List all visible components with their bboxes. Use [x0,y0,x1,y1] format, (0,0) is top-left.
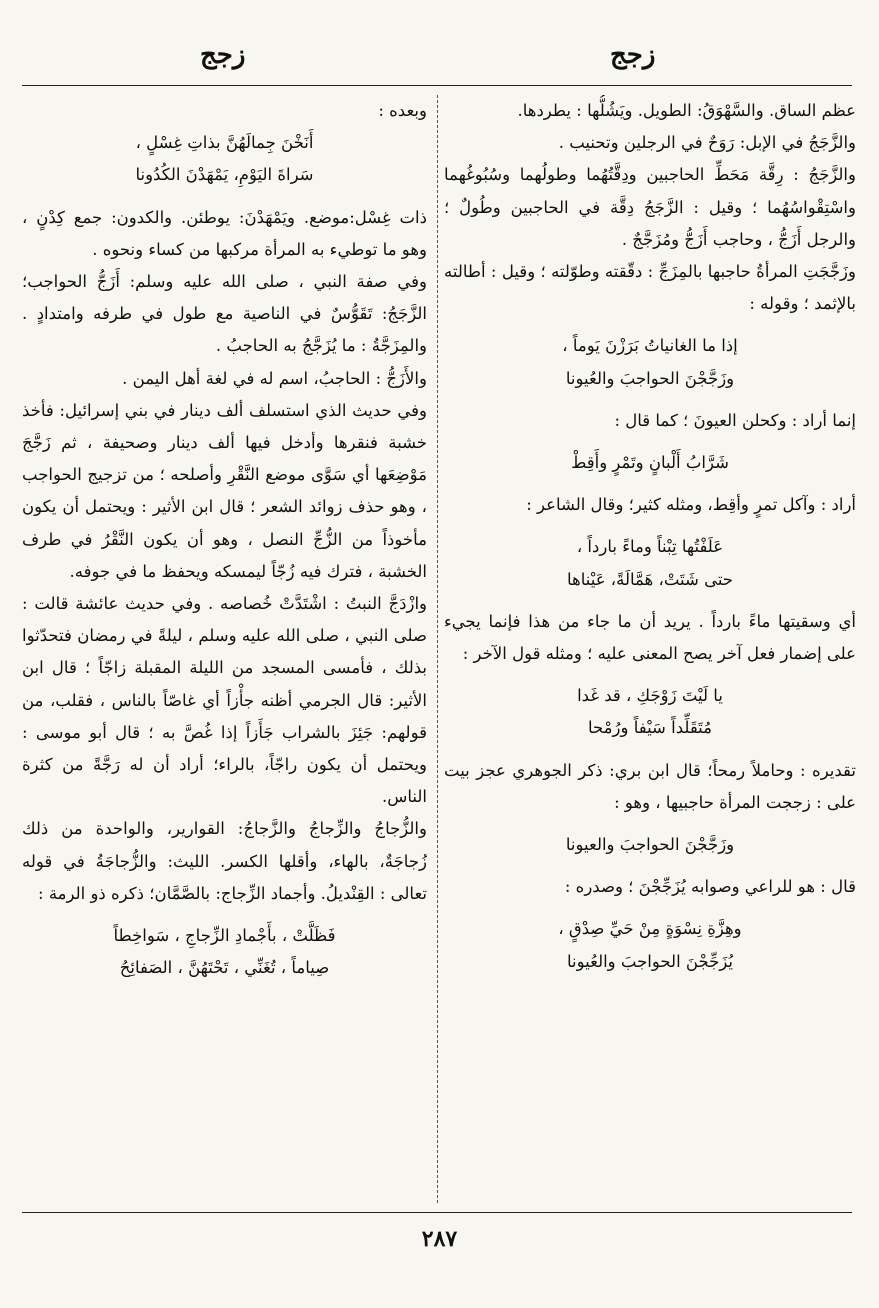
verse-line: وزَجَّجْنَ الحواجبَ والعُيونا [565,368,735,388]
spacer [444,670,856,680]
spacer [444,521,856,531]
verse-line: إذا ما الغانياتُ بَرَزْنَ يَوماً ، [562,336,738,356]
spacer [22,910,427,920]
verse-line: فَظَلَّتْ ، بأَجْمادِ الزِّجاجِ ، سَواخِطاً [113,926,336,946]
spacer [444,596,856,606]
right-column [444,95,856,1205]
verse-line: شَرَّابُ أَلْبانٍ وتَمْرٍ وأَقِطْ [571,453,729,473]
paragraph: قال : هو للراعي وصوابه يُزَجِّجْنَ ؛ وصدره : [564,877,856,897]
spacer [444,395,856,405]
header-root-word-right: زجج [610,40,656,70]
spacer [444,479,856,489]
paragraph: والأَزَجُّ : الحاجبُ، اسم له في لغة أهل اليمن . [122,368,427,388]
page-number: ٢٨٧ [421,1226,458,1252]
paragraph: وزَجَّجَتِ المرأةُ حاجبها بالمِزَجِّ : دقّقته وطوّلته ؛ وقيل : أطالته بالإثمد ؛ وقوله : [444,262,856,314]
left-column [22,95,427,1205]
verse-line: وزَجَّجْنَ الحواجبَ والعيونا [565,835,735,855]
verse-line: يا لَيْتَ زَوْجَكِ ، قد غَدا [577,686,723,706]
spacer [444,903,856,913]
header-rule [22,85,852,86]
spacer [444,320,856,330]
verse-line: أَنَخْنَ جِمالَهُنَّ بذاتِ غِسْلٍ ، [135,133,314,153]
paragraph: وفي حديث الذي استسلف ألف دينار في بني إسرائيل: فأخذ خشبة فنقرها وأدخل فيها ألف دينار وصحيفة ، ثم زَجَّجَ مَوْضِعَها أي سَوَّى موضع النَّقْرِ وأصلحه ؛ من تزجيج الحواجب ، وهو حذف زوائد الشعر ؛ قال ابن الأثير : ويحتمل أن يكون مأخوذاً من الزُّجِّ النصل ، وهو أن يكون النَّقْرُ في طرف الخشبة ، فترك فيه زُجّاً ليمسكه ويحفظ ما في جوفه. [22,400,427,581]
paragraph: أي وسقيتها ماءً بارداً . يريد أن ما جاء من هذا فإنما يجيء على إضمار فعل آخر يصح المعنى عليه ؛ ومثله قول الآخر : [444,611,856,664]
spacer [444,819,856,829]
paragraph: وازْدَجَّ النبتُ : اشْتَدَّتْ خُصاصه . وفي حديث عائشة قالت : صلى النبي ، صلى الله عليه وسلم ، ليلةً في رمضان فتحدّثوا بذلك ، فأمسى المسجد من الليلة المقبلة زاجّاً ؛ قال ابن الأثير: قال الجرمي أظنه جأْزاً أي غاصّاً بالناس ، فقلب، من قولهم: جَئِزَ بالشراب جَأَزاً إذا غُصَّ به ؛ قال أبو موسى : ويحتمل أن يكون راجّاً، بالراء؛ أراد أن له رَجَّةً من كثرة الناس. [22,594,427,807]
paragraph: ذات غِسْل:موضع. ويَمْهَدْنَ: يوطئن. والكدون: جمع كِدْنٍ ، وهو ما توطيء به المرأة مركبها من كساء ونحوه . [22,207,427,259]
verse-line: حتى شَتَتْ، هَمَّالَةً، عَيْناها [566,569,734,589]
spacer [444,437,856,447]
spacer [444,861,856,871]
paragraph: تقديره : وحاملاً رمحاً؛ قال ابن بري: ذكر الجوهري عجز بيت على : زججت المرأة حاجبيها ، وهو : [444,760,856,812]
verse-line: عَلَفْتُها تِبْناً وماءً بارداً ، [576,537,724,557]
paragraph: وبعده : [378,101,427,120]
spacer [22,192,427,202]
header-root-word-left: زجج [200,40,246,70]
verse-line: صِياماً ، تُغَنِّي ، تَحْتَهُنَّ ، الصَفائِحُ [119,958,330,978]
paragraph: والزَّجَجُ في الإبل: رَوَحٌ في الرجلين وتحنيب . [558,133,856,153]
paragraph: عظم الساق. والسَّهْوَقُ: الطويل. ويَشُلُّها : يطردها. [517,101,856,120]
paragraph: وفي صفة النبي ، صلى الله عليه وسلم: أَزَجُّ الحواجب؛ الزَّجَجُ: تَقَوُّسٌ في الناصية مع طول في طرفه وامتدادٍ . والمِزَجَّةُ : ما يُزَجَّجُ به الحاجبُ . [22,272,427,356]
paragraph: والزَّجَجُ : رِقَّة مَحَطِّ الحاجبين ودِقَّتُهُما وطولُهما وسُبُوغُهما واسْتِقْواسُهُما ؛ وقيل : الزَّجَجُ دِقَّة في الحاجبين وطُولٌ ؛ والرجل أَزَجُّ ، وحاجب أَزَجُّ ومُزَجَّجٌ . [444,165,856,249]
column-divider [437,95,438,1203]
footer-rule [22,1212,852,1213]
verse-line: وهِزَّةِ نِسْوَةٍ مِنْ حَيِّ صِدْقٍ ، [558,919,742,939]
verse-line: سَراةَ اليَوْمِ، يَمْهَدْنَ الكُدُونا [135,165,314,185]
verse-line: يُزَجِّجْنَ الحواجبَ والعُيونا [566,951,734,971]
paragraph: إنما أراد : وكحلن العيونَ ؛ كما قال : [614,410,856,430]
paragraph: والزُّجاجُ والزِّجاجُ والزَّجاجُ: القوارير، والواحدة من ذلك زُجاجَةٌ، بالهاء، وأقلها الكسر. الليث: والزُّجاجَةُ في قوله تعالى : القِنْديلُ. وأجماد الزِّجاج: بالصَّمَّان؛ ذكره ذو الرمة : [22,819,427,903]
verse-line: مُتَقَلِّداً سَيْفاً ورُمْحا [588,718,712,738]
spacer [444,745,856,755]
paragraph: أراد : وآكل تمرٍ وأقِط، ومثله كثير؛ وقال الشاعر : [526,495,856,515]
